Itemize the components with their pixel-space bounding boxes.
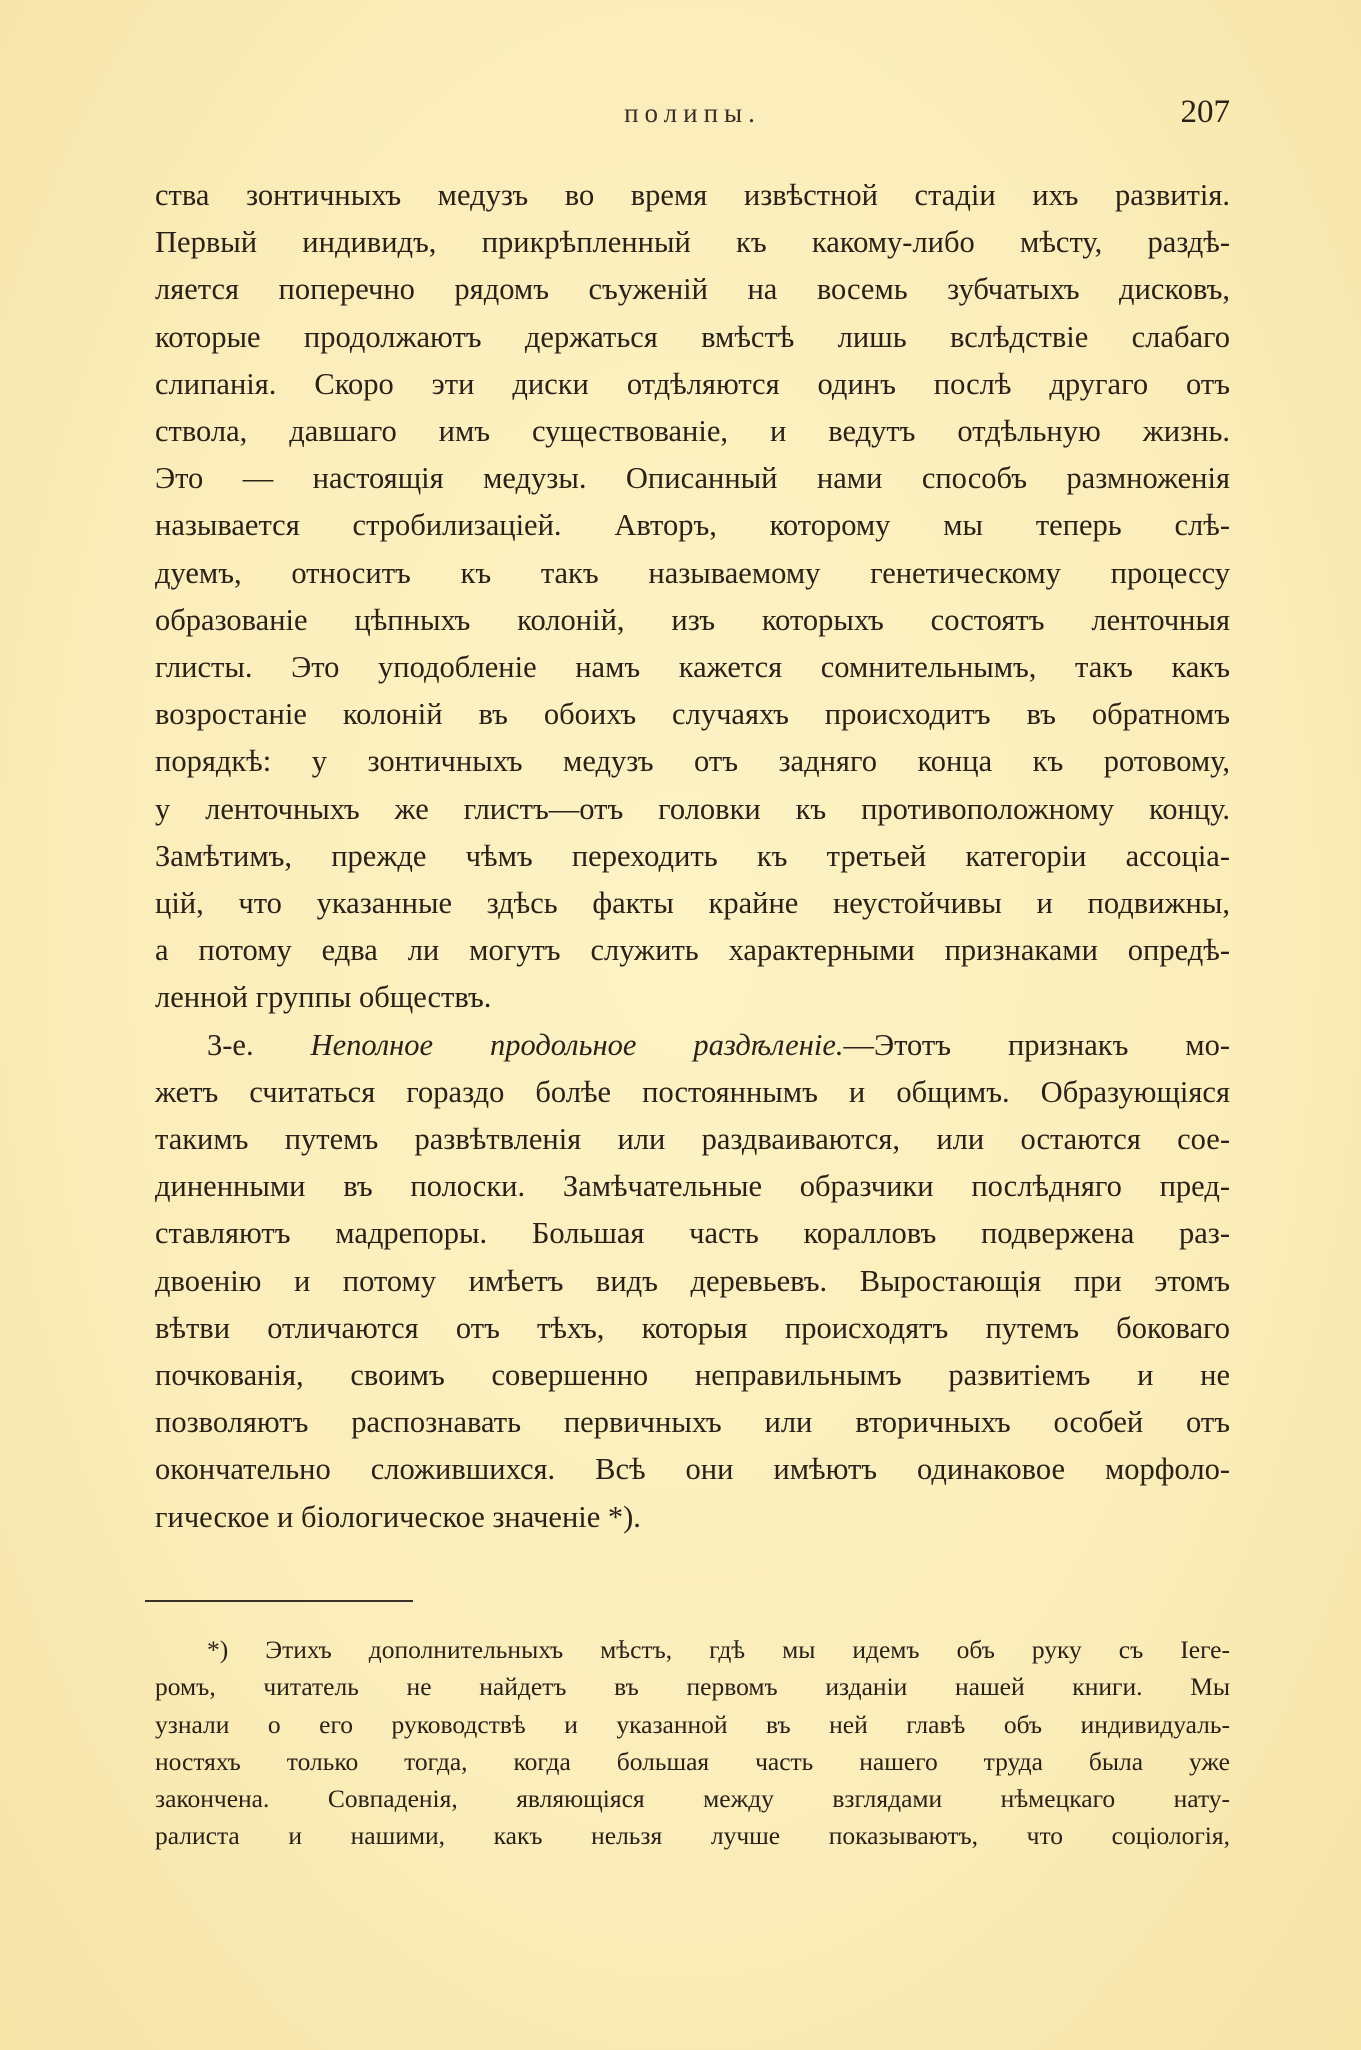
- text-line: ствола, давшаго имъ существованіе, и ведутъ отдѣльную жизнь.: [155, 414, 1230, 449]
- text-line: окончательно сложившихся. Всѣ они имѣютъ одинаковое морфоло-: [155, 1452, 1230, 1487]
- text-line: гическое и біологическое значеніе *).: [155, 1499, 641, 1534]
- text-line: двоенію и потому имѣетъ видъ деревьевъ. Выростающія при этомъ: [155, 1263, 1230, 1298]
- text-line: Первый индивидъ, прикрѣпленный къ какому-либо мѣсту, раздѣ-: [155, 225, 1230, 260]
- text-line: ленной группы обществъ.: [155, 980, 492, 1015]
- footnote-rule: [145, 1600, 413, 1602]
- text-line: ства зонтичныхъ медузъ во время извѣстной стадіи ихъ развитія.: [155, 178, 1230, 212]
- footnote-first-line-rest: Этихъ дополнительныхъ мѣстъ, гдѣ мы идемъ объ руку съ Іеге-: [265, 1635, 1230, 1664]
- paragraph-2-first-line: [155, 1022, 1230, 1069]
- footnote-first-line: [155, 1631, 1230, 1668]
- text-line: Замѣтимъ, прежде чѣмъ переходить къ третьей категоріи ассоціа-: [155, 838, 1230, 873]
- text-line: Это — настоящія медузы. Описанный нами способъ размноженія: [155, 461, 1230, 496]
- text-line: такимъ путемъ развѣтвленія или раздваиваются, или остаются сое-: [155, 1122, 1230, 1157]
- footnote-line: ралиста и нашими, какъ нельзя лучше показываютъ, что соціологія,: [155, 1821, 1230, 1851]
- text-line: слипанія. Скоро эти диски отдѣляются одинъ послѣ другаго отъ: [155, 366, 1230, 401]
- section-number: 3-е.: [207, 1027, 254, 1062]
- text-line: позволяютъ распознавать первичныхъ или вторичныхъ особей отъ: [155, 1405, 1230, 1440]
- text-line: цій, что указанные здѣсь факты крайне неустойчивы и подвижны,: [155, 886, 1230, 921]
- text-line: ставляютъ мадрепоры. Большая часть коралловъ подвержена раз-: [155, 1216, 1230, 1251]
- footnote-marker: *): [207, 1635, 229, 1664]
- text-line: а потому едва ли могутъ служить характерными признаками опредѣ-: [155, 933, 1230, 968]
- footnote-line: закончена. Совпаденія, являющіяся между взглядами нѣмецкаго нату-: [155, 1784, 1230, 1814]
- text-line: которые продолжаютъ держаться вмѣстѣ лишь вслѣдствіе слабаго: [155, 319, 1230, 354]
- paragraph-2-first-line-rest: —Этотъ признакъ мо-: [843, 1027, 1231, 1062]
- body-text: [155, 172, 1230, 1541]
- text-line: у ленточныхъ же глистъ—отъ головки къ противоположному концу.: [155, 791, 1230, 826]
- section-heading-italic: Неполное продольное раздѣленіе.: [310, 1027, 844, 1062]
- footnote: [155, 1631, 1230, 1855]
- text-line: дуемъ, относитъ къ такъ называемому генетическому процессу: [155, 555, 1230, 590]
- running-head: [155, 94, 1230, 138]
- text-line: образованіе цѣпныхъ колоній, изъ которыхъ состоятъ ленточныя: [155, 602, 1230, 637]
- page-number: 207: [1180, 94, 1230, 130]
- text-line: возростаніе колоній въ обоихъ случаяхъ происходитъ въ обратномъ: [155, 697, 1230, 732]
- text-line: вѣтви отличаются отъ тѣхъ, которыя происходятъ путемъ боковаго: [155, 1310, 1230, 1345]
- running-title: полипы.: [624, 98, 761, 128]
- footnote-line: ностяхъ только тогда, когда большая часть нашего труда была уже: [155, 1746, 1230, 1776]
- text-line: жетъ считаться гораздо болѣе постояннымъ и общимъ. Образующіяся: [155, 1074, 1230, 1109]
- paragraph-2: [155, 1022, 1230, 1541]
- footnote-line: узнали о его руководствѣ и указанной въ ней главѣ объ индивидуаль-: [155, 1709, 1230, 1739]
- paragraph-1: [155, 172, 1230, 1022]
- footnote-line: ромъ, читатель не найдетъ въ первомъ изданіи нашей книги. Мы: [155, 1672, 1230, 1702]
- text-line: называется стробилизаціей. Авторъ, которому мы теперь слѣ-: [155, 508, 1230, 543]
- text-line: порядкѣ: у зонтичныхъ медузъ отъ задняго конца къ ротовому,: [155, 744, 1230, 779]
- text-line: почкованія, своимъ совершенно неправильнымъ развитіемъ и не: [155, 1358, 1230, 1393]
- text-line: диненными въ полоски. Замѣчательные образчики послѣдняго пред-: [155, 1169, 1230, 1204]
- text-line: ляется поперечно рядомъ съуженій на восемь зубчатыхъ дисковъ,: [155, 272, 1230, 307]
- text-line: глисты. Это уподобленіе намъ кажется сомнительнымъ, такъ какъ: [155, 650, 1230, 685]
